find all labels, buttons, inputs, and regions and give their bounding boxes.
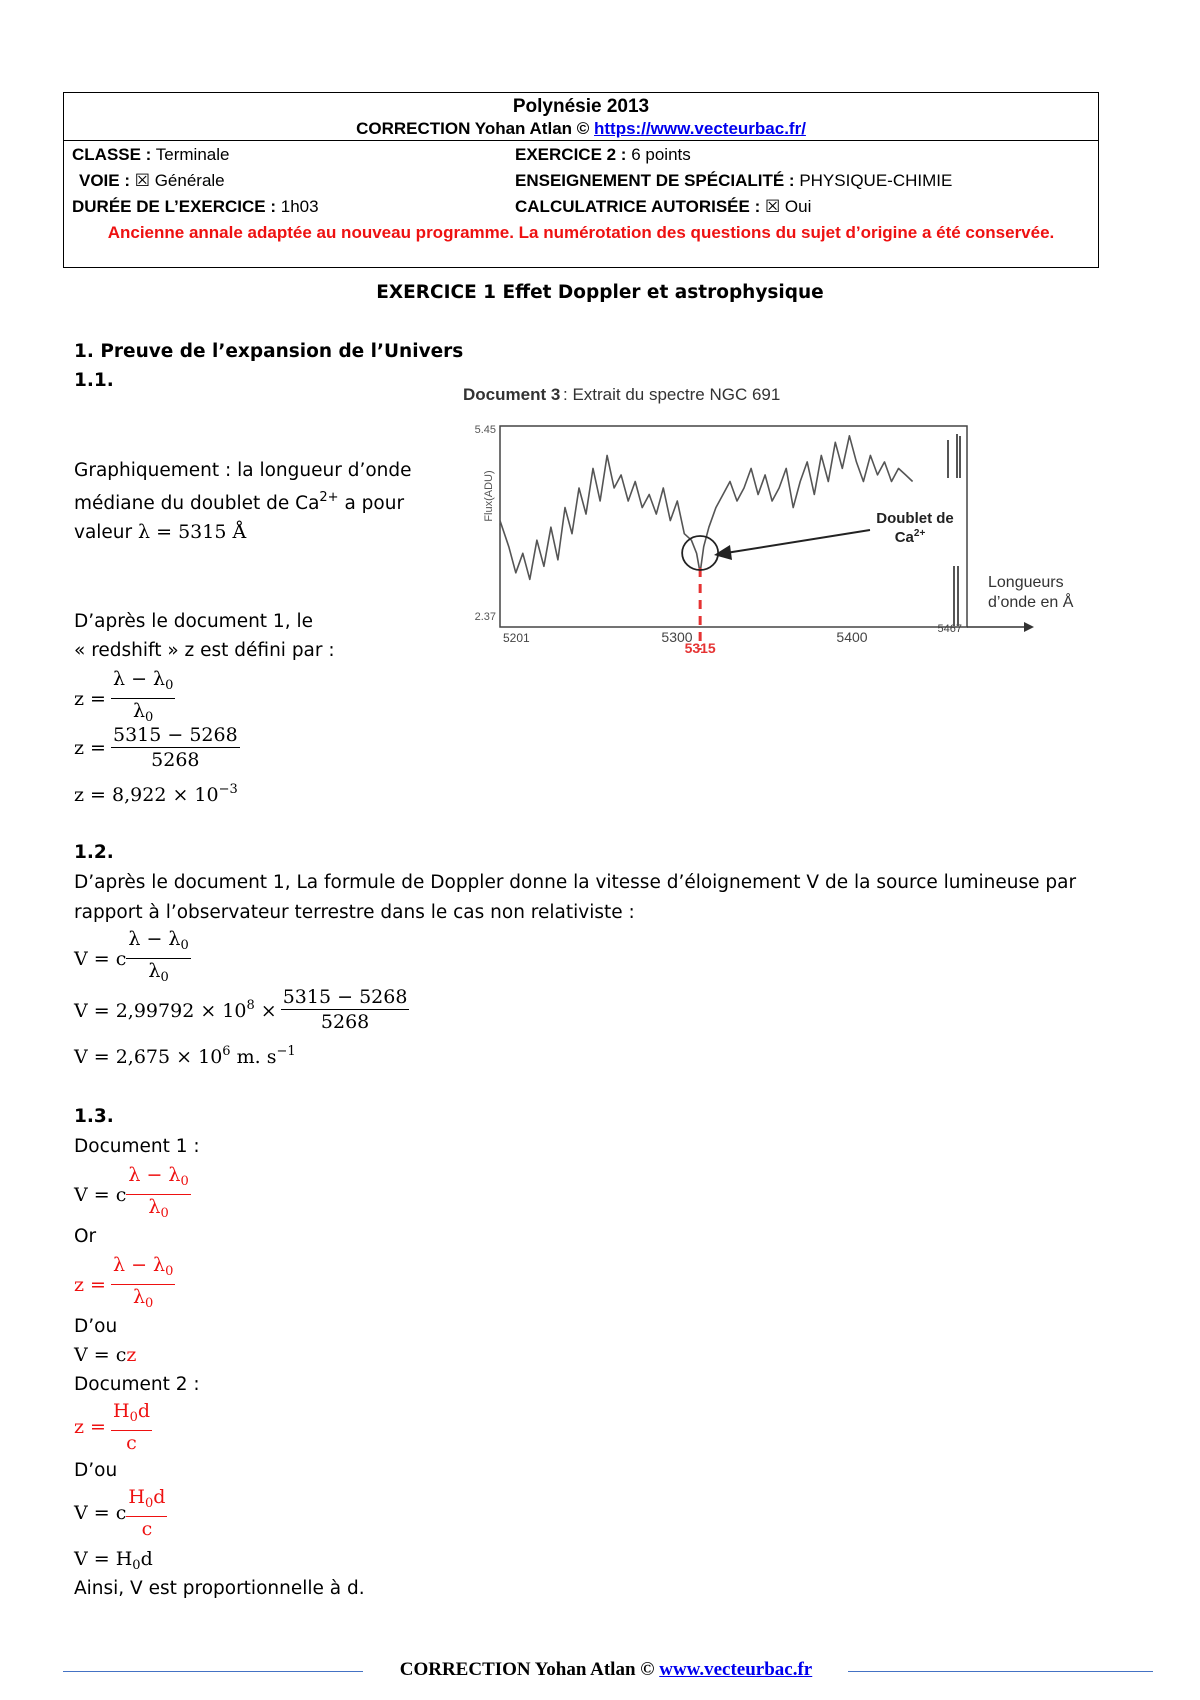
annotation-doublet: Doublet de [876, 510, 954, 527]
z-eq-2-fraction [111, 724, 240, 771]
question-1-3: 1.3. [74, 1106, 114, 1127]
z-eq-1-num: $\lambda - \lambda_0$ [111, 668, 175, 699]
dou-label-1: D’ou [74, 1316, 118, 1337]
footer-link[interactable]: www.vecteurbac.fr [659, 1659, 813, 1680]
x-axis-label-1: Longueurs [988, 574, 1064, 591]
xtick-5300: 5300 [661, 629, 693, 645]
z-eq-1-den: $\lambda_0$ [133, 700, 154, 725]
doc3-title-bold: Document 3 [463, 385, 561, 404]
calculatrice-label: CALCULATRICE AUTORISÉE : [515, 197, 761, 216]
header-title: Polynésie 2013 [512, 96, 650, 117]
v-equation-doc2 [74, 1486, 167, 1540]
z-equation-doc1 [74, 1254, 175, 1315]
conclusion: Ainsi, V est proportionnelle à d. [74, 1578, 365, 1599]
xtick-5400: 5400 [836, 629, 868, 645]
classe-label: CLASSE : [72, 145, 152, 164]
voie-value: ☒ Générale [130, 171, 225, 190]
voie-label: VOIE : [79, 171, 131, 190]
z-doc1-num: $\lambda - \lambda_0$ [111, 1254, 175, 1285]
v-result: $V = 2,675 \times 10^6$ m. $s^{-1}$ [74, 1044, 296, 1068]
v-eq-1-den: $\lambda_0$ [148, 960, 169, 985]
or-label: Or [74, 1226, 97, 1247]
v-doc2-lhs: V = c [74, 1502, 127, 1524]
z-doc2-den: c [126, 1432, 137, 1454]
ytick-bottom: 2.37 [474, 611, 496, 623]
v-doc1-lhs: V = c [74, 1183, 127, 1206]
question-1-2: 1.2. [74, 842, 114, 863]
classe-value: Terminale [151, 145, 230, 164]
header-notice: Ancienne annale adaptée au nouveau programme. La numérotation des questions du sujet d’origine a été conservée. [107, 223, 1055, 242]
z-eq-2-num: 5315 − 5268 [112, 724, 238, 746]
xtick-5201: 5201 [503, 631, 530, 645]
v-eq-1-fraction [126, 928, 190, 989]
section1-title: 1. Preuve de l’expansion de l’Univers [74, 341, 464, 362]
marker-5315-label: 5315 [684, 640, 716, 656]
graph-text-2-end: a pour [338, 493, 405, 514]
v-equals-h0d: $V = H_0d$ [74, 1548, 153, 1573]
header-correction-author: CORRECTION Yohan Atlan © [356, 119, 595, 138]
z-doc2-fraction [111, 1400, 152, 1454]
y-axis-label: Flux(ADU) [483, 470, 495, 522]
duree-value: 1h03 [276, 197, 319, 216]
x-axis-label-2: d’onde en Å [988, 594, 1074, 611]
doppler-text-line-1: D’après le document 1, La formule de Doppler donne la vitesse d’éloignement V de la source lumineuse par [74, 872, 1077, 893]
doc1-text-line-2: « redshift » z est défini par : [74, 640, 335, 661]
graph-text-line-1: Graphiquement : la longueur d’onde [74, 460, 412, 481]
v-doc2-num: $H_0d$ [126, 1486, 167, 1517]
footer-line-left [63, 1671, 363, 1672]
z-eq-1-lhs: z = [74, 687, 106, 710]
v-doc2-fraction [126, 1486, 167, 1540]
z-doc2-num: $H_0d$ [111, 1400, 152, 1431]
footer-prefix: CORRECTION Yohan Atlan © [399, 1659, 660, 1680]
question-1-1: 1.1. [74, 370, 114, 391]
ytick-top: 5.45 [474, 424, 496, 436]
v-eq-1-num: $\lambda - \lambda_0$ [126, 928, 190, 959]
v-equation-doc1 [74, 1164, 191, 1225]
footer [370, 1659, 842, 1681]
v-doc1-fraction [126, 1164, 190, 1225]
spectrum-chart [0, 0, 1200, 700]
footer-line-right [848, 1671, 1153, 1672]
z-eq-2-lhs: z = [74, 736, 106, 759]
v-doc1-den: $\lambda_0$ [148, 1196, 169, 1221]
v-eq-2-lhs: $V = 2,99792 \times 10^8$ × [74, 997, 277, 1022]
dou-label-2: D’ou [74, 1460, 118, 1481]
document-1-label: Document 1 : [74, 1136, 200, 1157]
v-equation-2 [74, 986, 409, 1033]
doublet-circle [682, 536, 718, 570]
graph-text-2: médiane du doublet de Ca [74, 493, 320, 514]
enseignement-label: ENSEIGNEMENT DE SPÉCIALITÉ : [515, 171, 795, 190]
v-equals-cz: V = cz [74, 1344, 137, 1366]
spectrum-line [500, 436, 913, 580]
z-equation-doc2 [74, 1400, 152, 1454]
z-equation-2 [74, 724, 240, 771]
exercice-value: 6 points [626, 145, 691, 164]
v-eq-1-lhs: V = c [74, 947, 127, 970]
doc1-text-line-1: D’après le document 1, le [74, 611, 313, 632]
graph-value: λ = 5315 Å [138, 521, 247, 543]
doc3-title-rest: : Extrait du spectre NGC 691 [563, 385, 781, 404]
graph-text-3: valeur [74, 522, 139, 543]
calculatrice-value: ☒ Oui [760, 197, 812, 216]
xtick-5467: 5467 [937, 623, 962, 635]
duree-label: DURÉE DE L’EXERCICE : [72, 197, 277, 216]
annotation-arrow-line [726, 530, 870, 553]
exercise-title: EXERCICE 1 Effet Doppler et astrophysique [376, 282, 824, 303]
document-2-label: Document 2 : [74, 1374, 200, 1395]
doppler-text-line-2: rapport à l’observateur terrestre dans le cas non relativiste : [74, 902, 635, 923]
z-eq-2-den: 5268 [151, 749, 200, 771]
v-equation-1 [74, 928, 191, 989]
z-result: $z = 8,922 \times 10^{-3}$ [74, 782, 238, 806]
x-axis-arrow-icon [1024, 622, 1034, 632]
z-doc2-lhs: z = [74, 1416, 106, 1438]
z-doc1-den: $\lambda_0$ [133, 1286, 154, 1311]
annotation-ca: $Ca^{2+}$ [894, 528, 926, 546]
z-doc1-fraction [111, 1254, 175, 1315]
exercice-label: EXERCICE 2 : [515, 145, 627, 164]
v-doc1-num: $\lambda - \lambda_0$ [126, 1164, 190, 1195]
v-doc2-den: c [141, 1518, 153, 1540]
enseignement-value: PHYSIQUE-CHIMIE [794, 171, 953, 190]
v-eq-2-den: 5268 [320, 1011, 370, 1033]
v-eq-2-fraction [281, 986, 410, 1033]
z-doc1-lhs: z = [74, 1273, 106, 1296]
header-correction-link[interactable]: https://www.vecteurbac.fr/ [594, 119, 806, 138]
v-eq-2-num: 5315 − 5268 [282, 986, 408, 1008]
ca-charge: 2+ [319, 490, 339, 505]
